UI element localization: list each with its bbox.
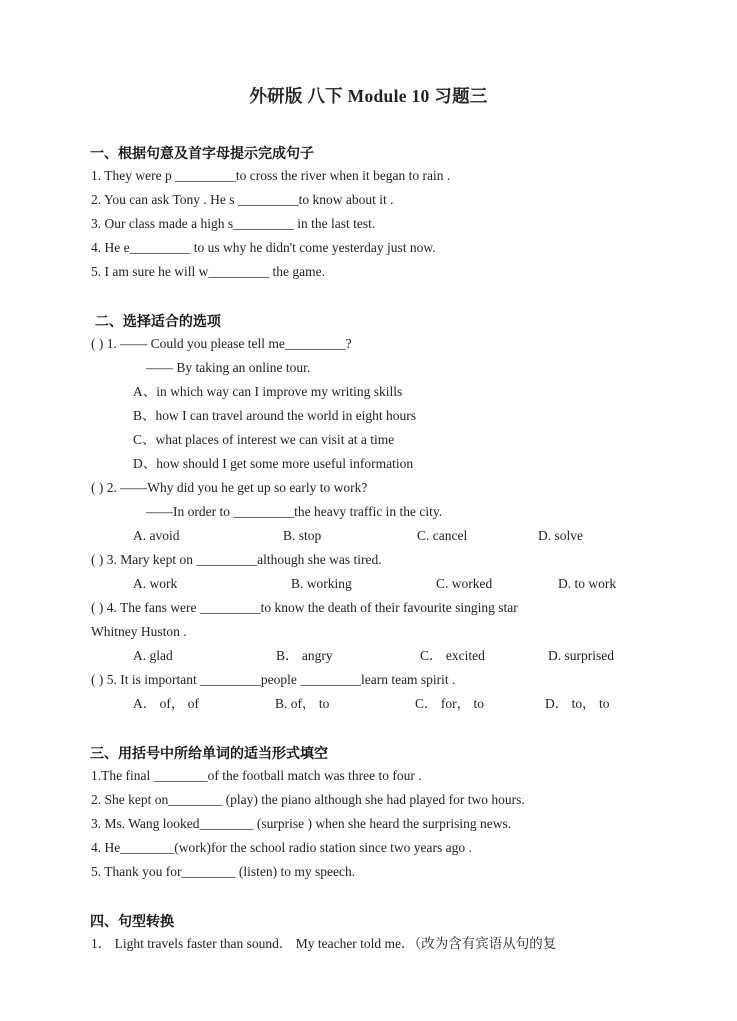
question-3-option-b: B. working	[291, 576, 352, 591]
page-title: 外研版 八下 Module 10 习题三	[249, 86, 488, 106]
question-2-stem: ( ) 2. ——Why did you he get up so early to work?	[91, 480, 368, 495]
question-1-option-c: C、what places of interest we can visit at a time	[133, 432, 395, 447]
section2-heading: 二、选择适合的选项	[90, 314, 221, 330]
question-1-stem: ( ) 1. —— Could you please tell me_________?	[91, 336, 352, 351]
section1-heading: 一、根据句意及首字母提示完成句子	[90, 146, 314, 162]
question-5-option-b: B. of， to	[275, 696, 330, 711]
section3-item-2: 2. She kept on________ (play) the piano although she had played for two hours.	[91, 792, 525, 807]
section1-item-4: 4. He e_________ to us why he didn't come yesterday just now.	[91, 240, 436, 255]
section3-item-1: 1.The final ________of the football match was three to four .	[91, 768, 422, 783]
question-2-option-b: B. stop	[283, 528, 322, 543]
section1-item-3: 3. Our class made a high s_________ in the last test.	[91, 216, 376, 231]
question-4-stem-continued: Whitney Huston .	[91, 624, 187, 639]
question-1-option-d: D、how should I get some more useful information	[133, 456, 414, 471]
section4-item-1: 1． Light travels faster than sound． My teacher told me．（改为含有宾语从句的复	[91, 936, 557, 951]
question-5-option-c: C． for， to	[415, 696, 484, 711]
question-4-option-b: B． angry	[276, 648, 333, 663]
question-5-option-a: A． of， of	[133, 696, 199, 711]
question-2-option-d: D. solve	[538, 528, 583, 543]
section4-heading: 四、句型转换	[90, 914, 174, 930]
question-2-option-a: A. avoid	[133, 528, 180, 543]
question-1-option-a: A、in which way can I improve my writing skills	[133, 384, 403, 399]
question-2-answer: ——In order to _________the heavy traffic in the city.	[146, 504, 443, 519]
question-2-option-c: C. cancel	[417, 528, 468, 543]
section3-item-5: 5. Thank you for________ (listen) to my speech.	[91, 864, 356, 879]
question-3-option-d: D. to work	[558, 576, 617, 591]
question-4-option-c: C． excited	[420, 648, 485, 663]
question-3-stem: ( ) 3. Mary kept on _________although she was tired.	[91, 552, 382, 567]
question-3-option-a: A. work	[133, 576, 178, 591]
question-4-option-d: D. surprised	[548, 648, 614, 663]
question-3-option-c: C. worked	[436, 576, 493, 591]
section1-item-2: 2. You can ask Tony . He s _________to know about it .	[91, 192, 394, 207]
section3-item-4: 4. He________(work)for the school radio station since two years ago .	[91, 840, 472, 855]
question-1-option-b: B、how I can travel around the world in eight hours	[133, 408, 417, 423]
question-4-stem: ( ) 4. The fans were _________to know the death of their favourite singing star	[91, 600, 518, 615]
question-1-answer: —— By taking an online tour.	[146, 360, 311, 375]
question-5-option-d: D． to， to	[545, 696, 610, 711]
question-5-stem: ( ) 5. It is important _________people _________learn team spirit .	[91, 672, 456, 687]
section1-item-1: 1. They were p _________to cross the river when it began to rain .	[91, 168, 451, 183]
section1-item-5: 5. I am sure he will w_________ the game.	[91, 264, 325, 279]
question-4-option-a: A. glad	[133, 648, 173, 663]
section3-item-3: 3. Ms. Wang looked________ (surprise ) when she heard the surprising news.	[91, 816, 512, 831]
section3-heading: 三、用括号中所给单词的适当形式填空	[90, 746, 328, 762]
